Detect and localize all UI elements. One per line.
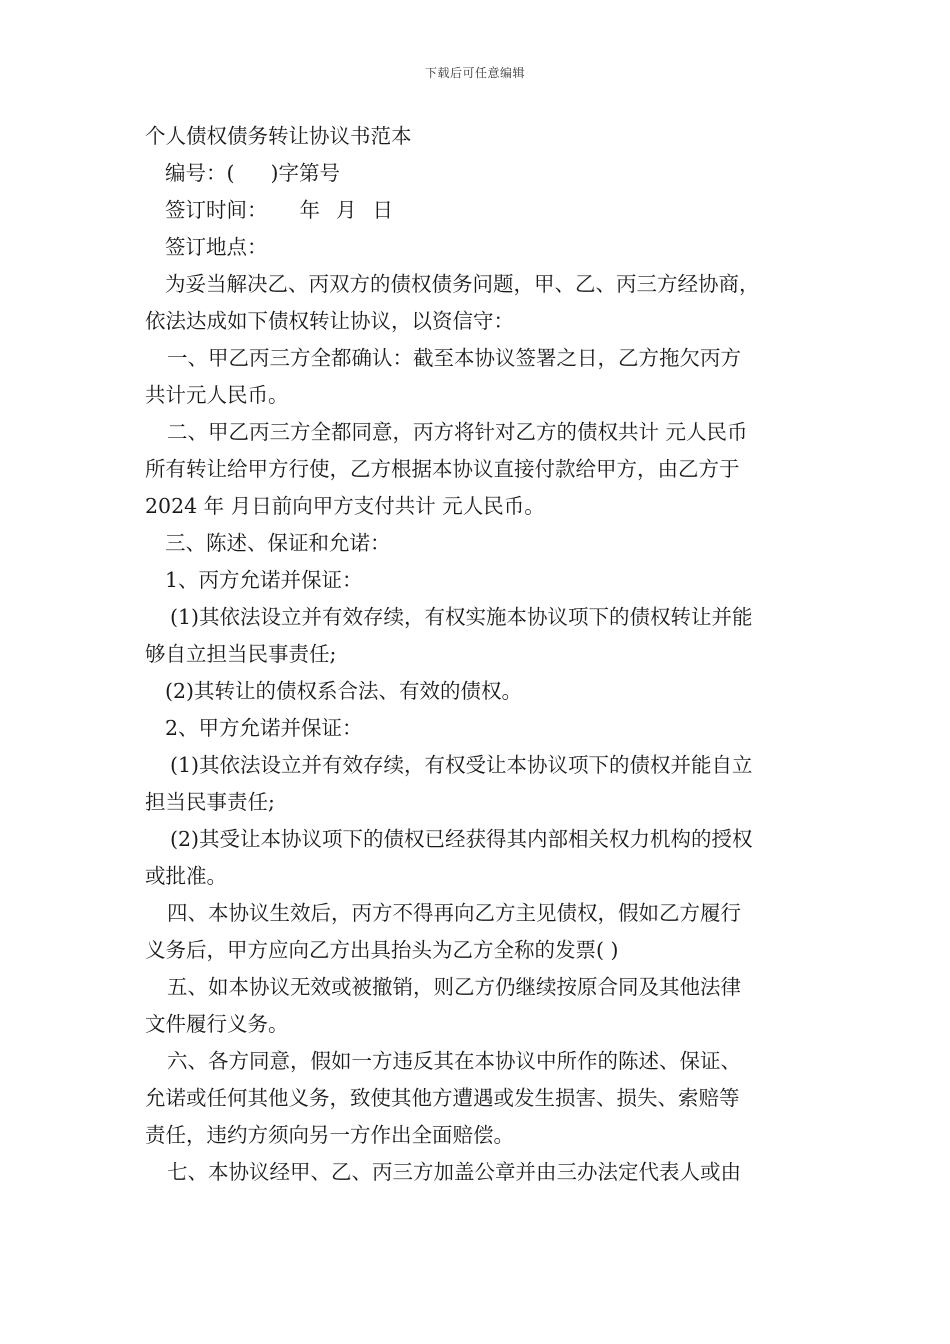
contract-number-suffix: )字第号 [270,161,340,185]
clause-3-1-1-line-1: (1)其依法设立并有效存续，有权实施本协议项下的债权转让并能 [170,605,753,629]
clause-6-line-3: 责任，违约方须向另一方作出全面赔偿。 [145,1123,514,1147]
clause-4-line-1: 四、本协议生效后，丙方不得再向乙方主见债权，假如乙方履行 [167,901,741,925]
clause-6-line-1: 六、各方同意，假如一方违反其在本协议中所作的陈述、保证、 [167,1049,741,1073]
clause-3-2-2-line-1: (2)其受让本协议项下的债权已经获得其内部相关权力机构的授权 [170,827,753,851]
clause-5-line-2: 文件履行义务。 [145,1012,289,1036]
clause-4-line-2: 义务后，甲方应向乙方出具抬头为乙方全称的发票( ) [145,938,619,962]
document-title: 个人债权债务转让协议书范本 [145,124,412,148]
clause-3-2-1-line-2: 担当民事责任; [145,790,275,814]
clause-3-2-heading: 2、甲方允诺并保证： [165,716,363,740]
contract-number [145,155,810,192]
sign-time-year: 年 [299,198,320,222]
contract-number-prefix: 编号：( [165,161,235,185]
intro-line-1: 为妥当解决乙、丙双方的债权债务问题，甲、乙、丙三方经协商， [165,272,760,296]
document-body [145,118,810,1191]
clause-3-2-1-line-1: (1)其依法设立并有效存续，有权受让本协议项下的债权并能自立 [170,753,753,777]
intro-line-2: 依法达成如下债权转让协议，以资信守： [145,309,514,333]
clause-3-2-2-line-2: 或批准。 [145,864,227,888]
sign-time-label: 签订时间： [165,198,268,222]
sign-time-month: 月 [336,198,357,222]
sign-time-day: 日 [372,198,393,222]
page-header: 下载后可任意编辑 [424,66,525,80]
clause-3-1-heading: 1、丙方允诺并保证： [165,568,363,592]
clause-7-line-1: 七、本协议经甲、乙、丙三方加盖公章并由三办法定代表人或由 [167,1160,741,1184]
clause-2-line-3: 2024 年 月日前向甲方支付共计 元人民币。 [145,494,545,518]
clause-3-1-1-line-2: 够自立担当民事责任; [145,642,337,666]
sign-place: 签订地点： [165,235,268,259]
clause-3-heading: 三、陈述、保证和允诺： [165,531,391,555]
clause-5-line-1: 五、如本协议无效或被撤销，则乙方仍继续按原合同及其他法律 [167,975,741,999]
clause-2-line-2: 所有转让给甲方行使，乙方根据本协议直接付款给甲方，由乙方于 [145,457,740,481]
clause-2-line-1: 二、甲乙丙三方全都同意，丙方将针对乙方的债权共计 元人民币 [167,420,748,444]
clause-6-line-2: 允诺或任何其他义务，致使其他方遭遇或发生损害、损失、索赔等 [145,1086,740,1110]
clause-1-line-2: 共计元人民币。 [145,383,289,407]
clause-3-1-2: (2)其转让的债权系合法、有效的债权。 [165,679,523,703]
clause-1-line-1: 一、甲乙丙三方全都确认：截至本协议签署之日，乙方拖欠丙方 [167,346,741,370]
sign-time [145,192,810,229]
